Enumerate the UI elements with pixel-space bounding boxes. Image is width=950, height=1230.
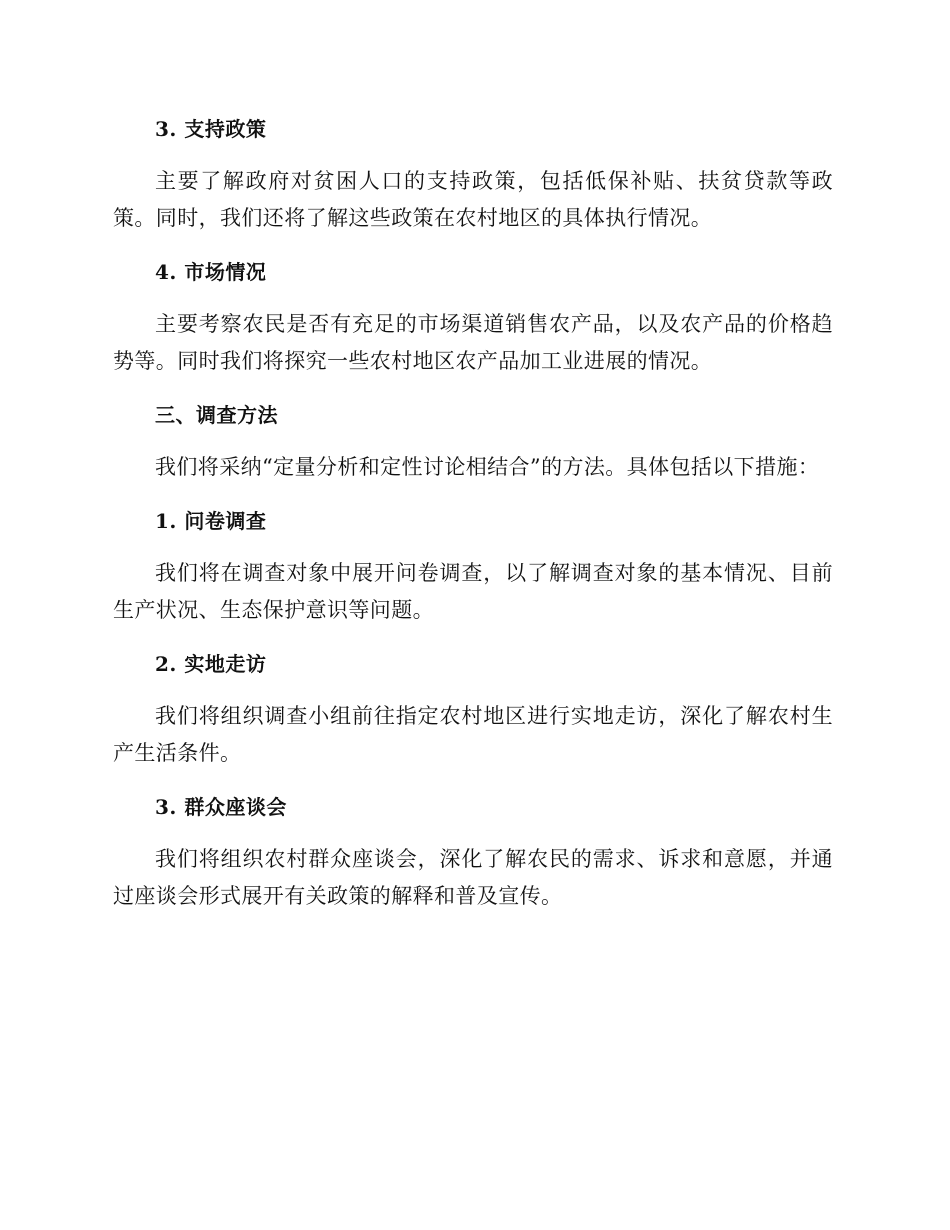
section-paragraph-public-forum: 我们将组织农村群众座谈会，深化了解农民的需求、诉求和意愿，并通过座谈会形式展开有关政策的解释和普及宣传。	[113, 847, 833, 908]
section-heading-market-situation: 4. 市场情况	[155, 260, 267, 284]
section-heading-survey-method: 三、调查方法	[155, 403, 278, 427]
section-heading-public-forum: 3. 群众座谈会	[155, 795, 287, 819]
section-heading-questionnaire: 1. 问卷调查	[155, 509, 267, 533]
section-paragraph-market-situation: 主要考察农民是否有充足的市场渠道销售农产品，以及农产品的价格趋势等。同时我们将探究一些农村地区农产品加工业进展的情况。	[113, 312, 833, 373]
section-paragraph-questionnaire: 我们将在调查对象中展开问卷调查，以了解调查对象的基本情况、目前生产状况、生态保护意识等问题。	[113, 561, 833, 622]
document-body	[113, 112, 833, 915]
section-heading-field-visit: 2. 实地走访	[155, 652, 267, 676]
section-paragraph-field-visit: 我们将组织调查小组前往指定农村地区进行实地走访，深化了解农村生产生活条件。	[113, 704, 833, 765]
section-paragraph-survey-method: 我们将采纳“定量分析和定性讨论相结合”的方法。具体包括以下措施：	[155, 455, 820, 479]
section-heading-support-policy: 3. 支持政策	[155, 117, 267, 141]
section-paragraph-support-policy: 主要了解政府对贫困人口的支持政策，包括低保补贴、扶贫贷款等政策。同时，我们还将了解这些政策在农村地区的具体执行情况。	[113, 169, 833, 230]
